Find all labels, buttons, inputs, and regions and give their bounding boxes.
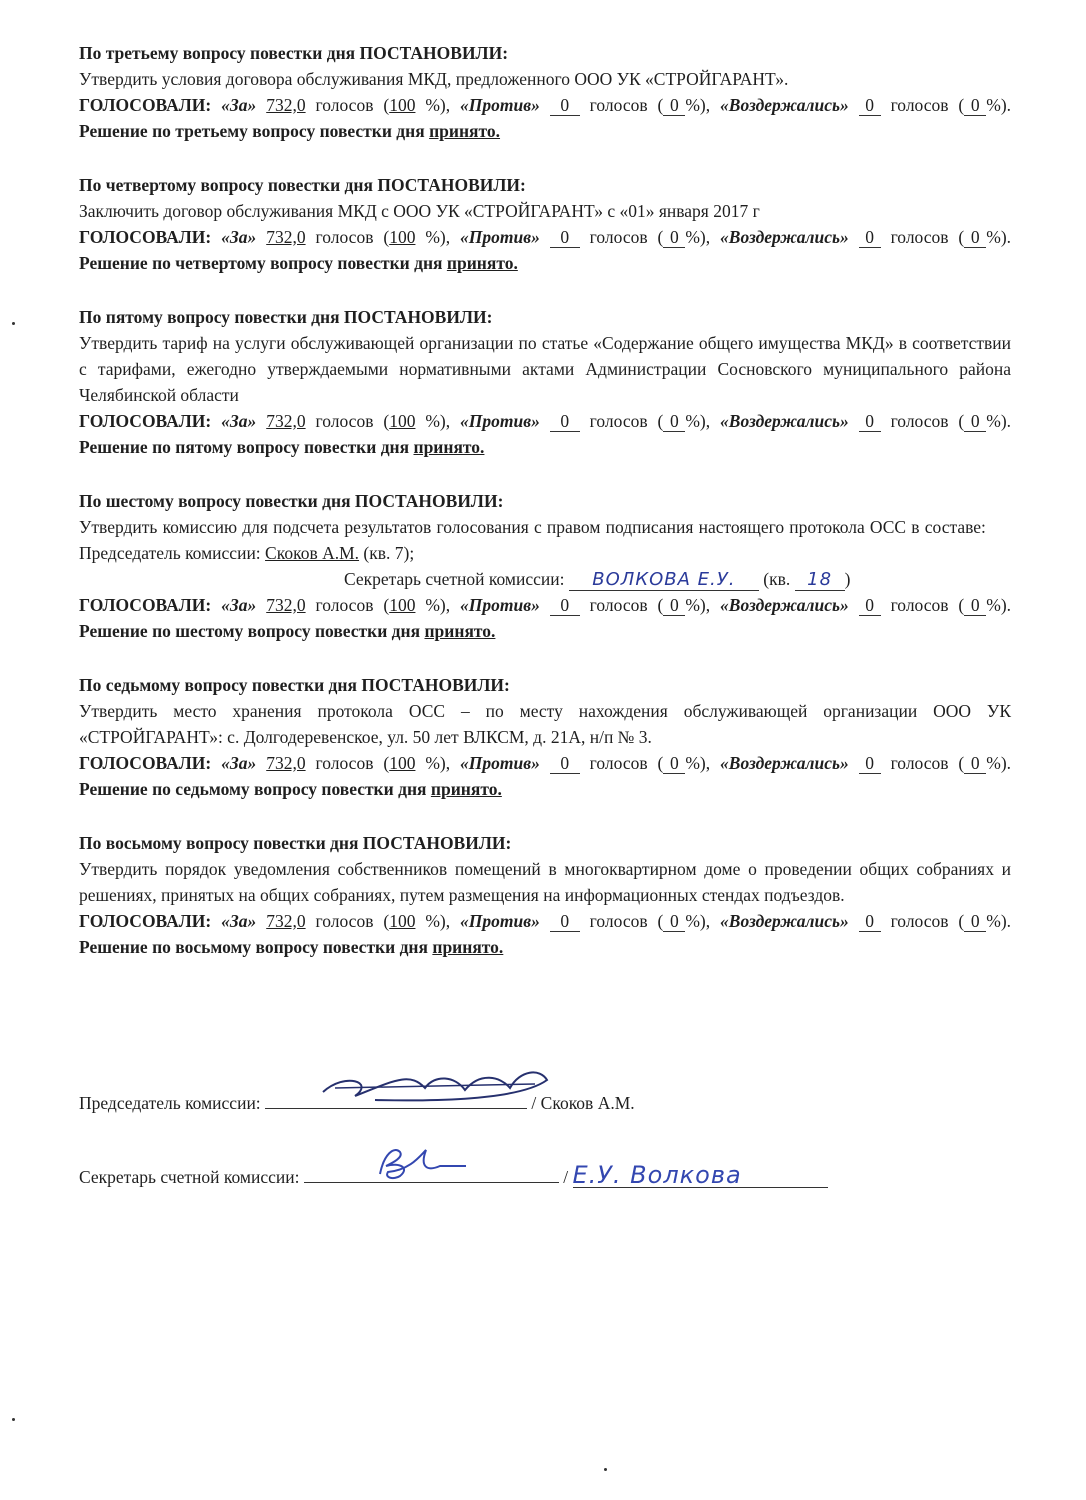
section-heading: По седьмому вопросу повестки дня ПОСТАНОВИЛИ: xyxy=(79,675,510,695)
vote-result: ГОЛОСОВАЛИ: «За» 732,0 голосов (100 %), «Против» 0 голосов ( 0 %), «Воздержались» 0 голосов ( 0 %). Решение по пятому вопросу повестки дня принято. xyxy=(79,411,1012,457)
secretary-apartment-handwritten: 18 xyxy=(795,570,845,591)
vote-result: ГОЛОСОВАЛИ: «За» 732,0 голосов (100 %), «Против» 0 голосов ( 0 %), «Воздержались» 0 голосов ( 0 %). Решение по третьему вопросу повестки дня принято. xyxy=(79,95,1012,141)
secretary-signature-label: Секретарь счетной комиссии: xyxy=(79,1167,300,1187)
section-text: Утвердить порядок уведомления собственников помещений в многоквартирном доме о проведении общих собраниях и решениях, принятых на общих собраниях, путем размещения на информационных стендах подъездов. xyxy=(79,859,1011,905)
section-question-3 xyxy=(79,40,1011,144)
section-heading: По пятому вопросу повестки дня ПОСТАНОВИЛИ: xyxy=(79,307,493,327)
section-text: Заключить договор обслуживания МКД с ООО УК «СТРОЙГАРАНТ» с «01» января 2017 г xyxy=(79,201,760,221)
section-question-6 xyxy=(79,488,1011,644)
section-text: Утвердить комиссию для подсчета результатов голосования с правом подписания настоящего протокола ОСС в составе: Председатель комиссии: Скоков А.М. (кв. 7); xyxy=(79,517,986,563)
scan-speck xyxy=(604,1468,607,1471)
secretary-handwritten-name: ВОЛКОВА Е.У. xyxy=(569,570,759,591)
section-text: Утвердить условия договора обслуживания МКД, предложенного ООО УК «СТРОЙГАРАНТ». xyxy=(79,69,789,89)
section-text: Утвердить тариф на услуги обслуживающей организации по статье «Содержание общего имущества МКД» в соответствии с тарифами, ежегодно утверждаемыми нормативными актами Администрации Сосновского муниципального района Челябинской области xyxy=(79,333,1011,405)
vote-result: ГОЛОСОВАЛИ: «За» 732,0 голосов (100 %), «Против» 0 голосов ( 0 %), «Воздержались» 0 голосов ( 0 %). Решение по шестому вопросу повестки дня принято. xyxy=(79,595,1012,641)
protocol-page xyxy=(79,40,1011,960)
section-heading: По четвертому вопросу повестки дня ПОСТАНОВИЛИ: xyxy=(79,175,526,195)
section-heading: По третьему вопросу повестки дня ПОСТАНОВИЛИ: xyxy=(79,43,509,63)
chair-handwritten-signature xyxy=(315,1062,555,1110)
chair-signature-label: Председатель комиссии: xyxy=(79,1093,261,1113)
chair-signature-name: / Скоков А.М. xyxy=(531,1093,635,1113)
chair-apartment: (кв. 7); xyxy=(363,543,415,563)
secretary-handwritten-name: Е.У. Волкова xyxy=(573,1165,828,1188)
vote-result: ГОЛОСОВАЛИ: «За» 732,0 голосов (100 %), «Против» 0 голосов ( 0 %), «Воздержались» 0 голосов ( 0 %). Решение по седьмому вопросу повестки дня принято. xyxy=(79,753,1012,799)
chair-name: Скоков А.М. xyxy=(265,543,360,563)
scan-speck xyxy=(12,322,15,325)
chair-label: Председатель комиссии: xyxy=(79,543,261,563)
scan-speck xyxy=(12,1418,15,1421)
section-text: Утвердить место хранения протокола ОСС – по месту нахождения обслуживающей организации ООО УК «СТРОЙГАРАНТ»: с. Долгодеревенское, ул. 50 лет ВЛКСМ, д. 21А, н/п № 3. xyxy=(79,701,1011,747)
section-question-5 xyxy=(79,304,1011,460)
section-heading: По восьмому вопросу повестки дня ПОСТАНОВИЛИ: xyxy=(79,833,512,853)
section-question-8 xyxy=(79,830,1011,960)
secretary-signature-slash: / xyxy=(563,1167,569,1187)
vote-result: ГОЛОСОВАЛИ: «За» 732,0 голосов (100 %), «Против» 0 голосов ( 0 %), «Воздержались» 0 голосов ( 0 %). Решение по восьмому вопросу повестки дня принято. xyxy=(79,911,1012,957)
secretary-handwritten-signature xyxy=(370,1140,480,1186)
section-question-4 xyxy=(79,172,1011,276)
section-question-7 xyxy=(79,672,1011,802)
vote-result: ГОЛОСОВАЛИ: «За» 732,0 голосов (100 %), «Против» 0 голосов ( 0 %), «Воздержались» 0 голосов ( 0 %). Решение по четвертому вопросу повестки дня принято. xyxy=(79,227,1012,273)
secretary-row: Секретарь счетной комиссии: ВОЛКОВА Е.У. (кв. 18 ) xyxy=(344,569,851,590)
section-heading: По шестому вопросу повестки дня ПОСТАНОВИЛИ: xyxy=(79,491,504,511)
